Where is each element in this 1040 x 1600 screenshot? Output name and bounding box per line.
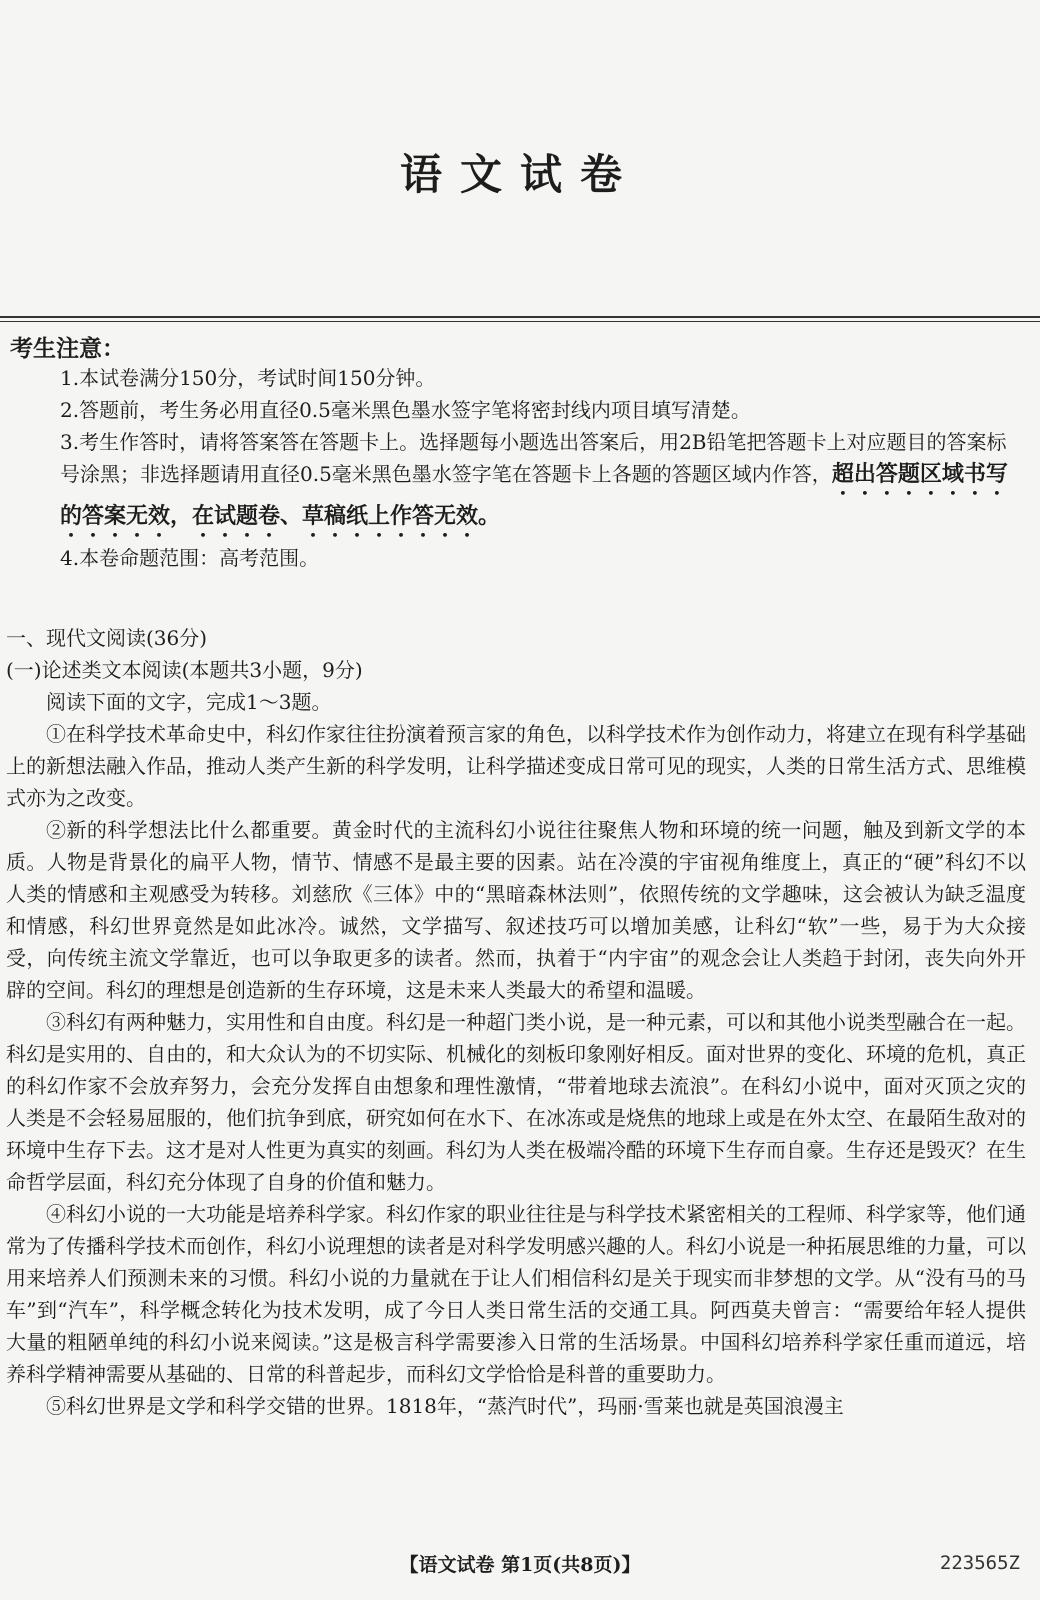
section-heading: 一、现代文阅读(36分) bbox=[6, 626, 208, 650]
page-title: 语文试卷 bbox=[399, 150, 640, 199]
section-subheading: (一)论述类文本阅读(本题共3小题，9分) bbox=[6, 658, 363, 682]
page-footer: 【语文试卷 第1页(共8页)】 bbox=[399, 1554, 641, 1576]
notice-list bbox=[60, 362, 1020, 574]
paragraph-3: ③科幻有两种魅力，实用性和自由度。科幻是一种超门类小说，是一种元素，可以和其他小说类型融合在一起。科幻是实用的、自由的，和大众认为的不切实际、机械化的刻板印象刚好相反。面对世界的变化、环境的危机，真正的科幻作家不会放弃努力，会充分发挥自由想象和理性激情，“带着地球去流浪”。在科幻小说中，面对灭顶之灾的人类是不会轻易屈服的，他们抗争到底，研究如何在水下、在冰冻或是烧焦的地球上或是在外太空、在最陌生敌对的环境中生存下去。这才是对人性更为真实的刻画。科幻为人类在极端冷酷的环境下生存而自豪。生存还是毁灭？在生命哲学层面，科幻充分体现了自身的价值和魅力。 bbox=[6, 1010, 1026, 1194]
reading-section bbox=[6, 622, 1026, 1422]
paragraph-4: ④科幻小说的一大功能是培养科学家。科幻作家的职业往往是与科学技术紧密相关的工程师、科学家等，他们通常为了传播科学技术而创作，科幻小说理想的读者是对科学发明感兴趣的人。科幻小说是一种拓展思维的力量，可以用来培养人们预测未来的习惯。科幻小说的力量就在于让人们相信科幻是关于现实而非梦想的文学。从“没有马的马车”到“汽车”，科学概念转化为技术发明，成了今日人类日常生活的交通工具。阿西莫夫曾言：“需要给年轻人提供大量的粗陋单纯的科幻小说来阅读。”这是极言科学需要渗入日常的生活场景。中国科幻培养科学家任重而道远，培养科学精神需要从基础的、日常的科普起步，而科幻文学恰恰是科普的重要助力。 bbox=[6, 1202, 1026, 1386]
notice-item-3 bbox=[60, 426, 1020, 542]
notice-item-4: 4.本卷命题范围：高考范围。 bbox=[60, 546, 320, 570]
paragraph-1: ①在科学技术革命史中，科幻作家往往扮演着预言家的角色，以科学技术作为创作动力，将建立在现有科学基础上的新想法融入作品，推动人类产生新的科学发明，让科学描述变成日常可见的现实，人类的日常生活方式、思维模式亦为之改变。 bbox=[6, 722, 1026, 810]
notice-item-1: 1.本试卷满分150分，考试时间150分钟。 bbox=[60, 366, 436, 390]
notice-item-3-text: 3.考生作答时，请将答案答在答题卡上。选择题每小题选出答案后，用2B铅笔把答题卡上对应题目的答案标号涂黑；非选择题请用直径0.5毫米黑色墨水签字笔在答题卡上各题的答题区域内作答， bbox=[60, 430, 1007, 486]
notice-heading: 考生注意： bbox=[10, 335, 125, 362]
divider-bottom bbox=[0, 321, 1040, 322]
notice-item-2: 2.答题前，考生务必用直径0.5毫米黑色墨水签字笔将密封线内项目填写清楚。 bbox=[60, 398, 751, 422]
paragraph-5: ⑤科幻世界是文学和科学交错的世界。1818年，“蒸汽时代”，玛丽·雪莱也就是英国浪漫主 bbox=[46, 1394, 844, 1418]
notice-emphasis: 超出答题区域书写的答案无效，在试题卷、草稿纸上作答无效。 bbox=[60, 462, 1008, 529]
paragraph-2: ②新的科学想法比什么都重要。黄金时代的主流科幻小说往往聚焦人物和环境的统一问题，触及到新文学的本质。人物是背景化的扁平人物，情节、情感不是最主要的因素。站在冷漠的宇宙视角维度上，真正的“硬”科幻不以人类的情感和主观感受为转移。刘慈欣《三体》中的“黑暗森林法则”，依照传统的文学趣味，这会被认为缺乏温度和情感，科幻世界竟然是如此冰冷。诚然，文学描写、叙述技巧可以增加美感，让科幻“软”一些，易于为大众接受，向传统主流文学靠近，也可以争取更多的读者。然而，执着于“内宇宙”的观念会让人类趋于封闭，丧失向外开辟的空间。科幻的理想是创造新的生存环境，这是未来人类最大的希望和温暖。 bbox=[6, 818, 1026, 1002]
divider-top bbox=[0, 316, 1040, 318]
section-instruction: 阅读下面的文字，完成1～3题。 bbox=[46, 690, 332, 714]
paper-code: 223565Z bbox=[939, 1552, 1020, 1574]
